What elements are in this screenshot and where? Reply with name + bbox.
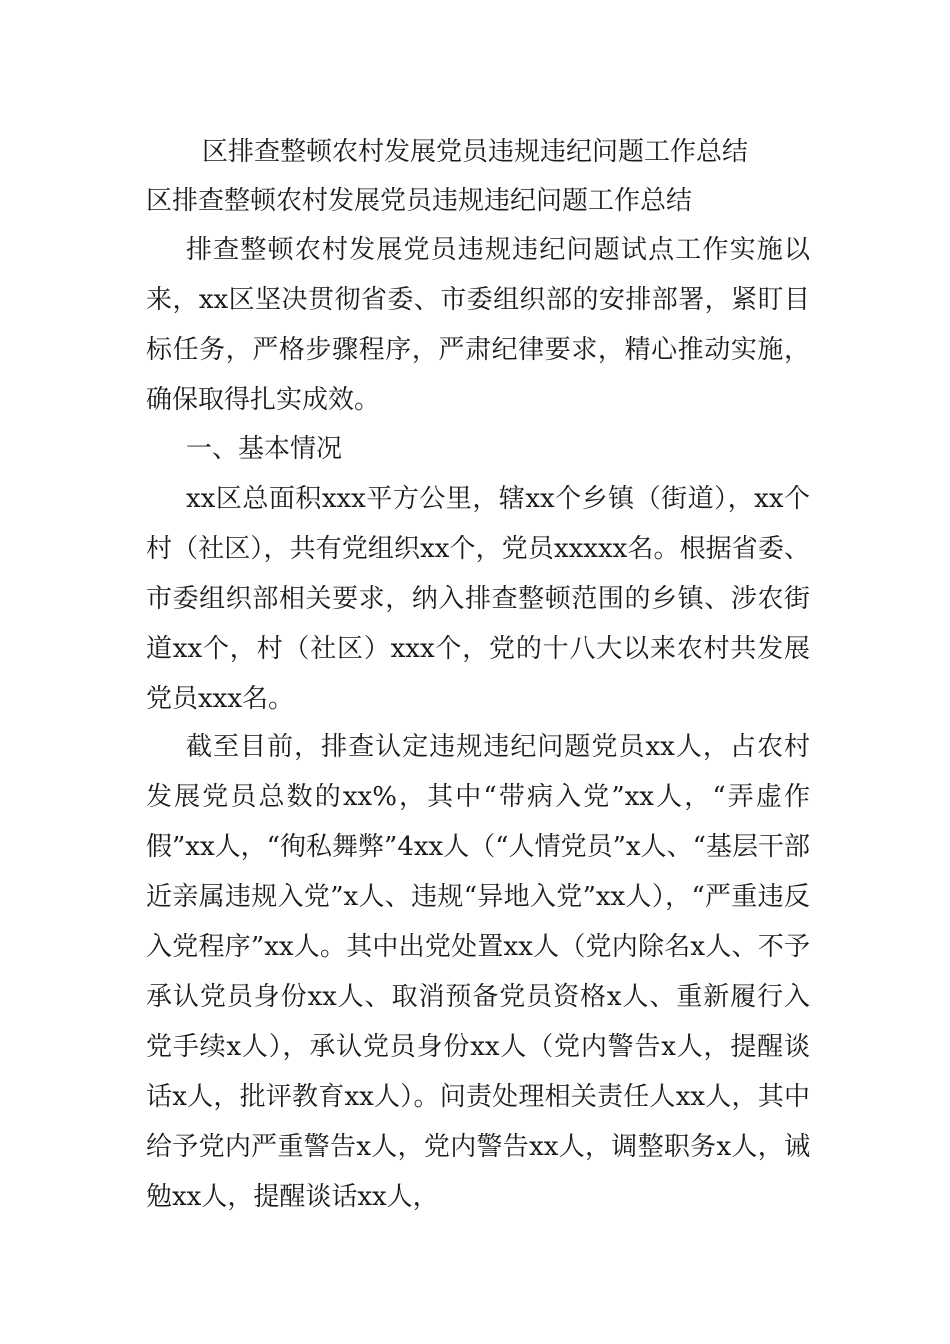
intro-paragraph: 排查整顿农村发展党员违规违纪问题试点工作实施以来，xx区坚决贯彻省委、市委组织部的安排部署，紧盯目标任务，严格步骤程序，严肃纪律要求，精心推动实施，确保取得扎实成效。 (146, 235, 810, 415)
document-subtitle: 区排查整顿农村发展党员违规违纪问题工作总结 (146, 186, 693, 216)
section-heading-basic-situation: 一、基本情况 (186, 434, 343, 464)
investigation-results-paragraph: 截至目前，排查认定违规违纪问题党员xx人，占农村发展党员总数的xx%，其中“带病入党”xx人，“弄虚作假”xx人，“徇私舞弊”4xx人（“人情党员”x人、“基层干部近亲属违规入党”x人、违规“异地入党”xx人），“严重违反入党程序”xx人。其中出党处置xx人（党内除名x人、不予承认党员身份xx人、取消预备党员资格x人、重新履行入党手续x人），承认党员身份xx人（党内警告x人，提醒谈话x人，批评教育xx人）。问责处理相关责任人xx人，其中给予党内严重警告x人，党内警告xx人，调整职务x人，诫勉xx人，提醒谈话xx人， (146, 732, 810, 1212)
document-title: 区排查整顿农村发展党员违规违纪问题工作总结 (201, 137, 748, 167)
basic-situation-paragraph: xx区总面积xxx平方公里，辖xx个乡镇（街道），xx个村（社区），共有党组织xx个，党员xxxxx名。根据省委、市委组织部相关要求，纳入排查整顿范围的乡镇、涉农街道xx个，村（社区）xxx个，党的十八大以来农村共发展党员xxx名。 (146, 484, 810, 714)
